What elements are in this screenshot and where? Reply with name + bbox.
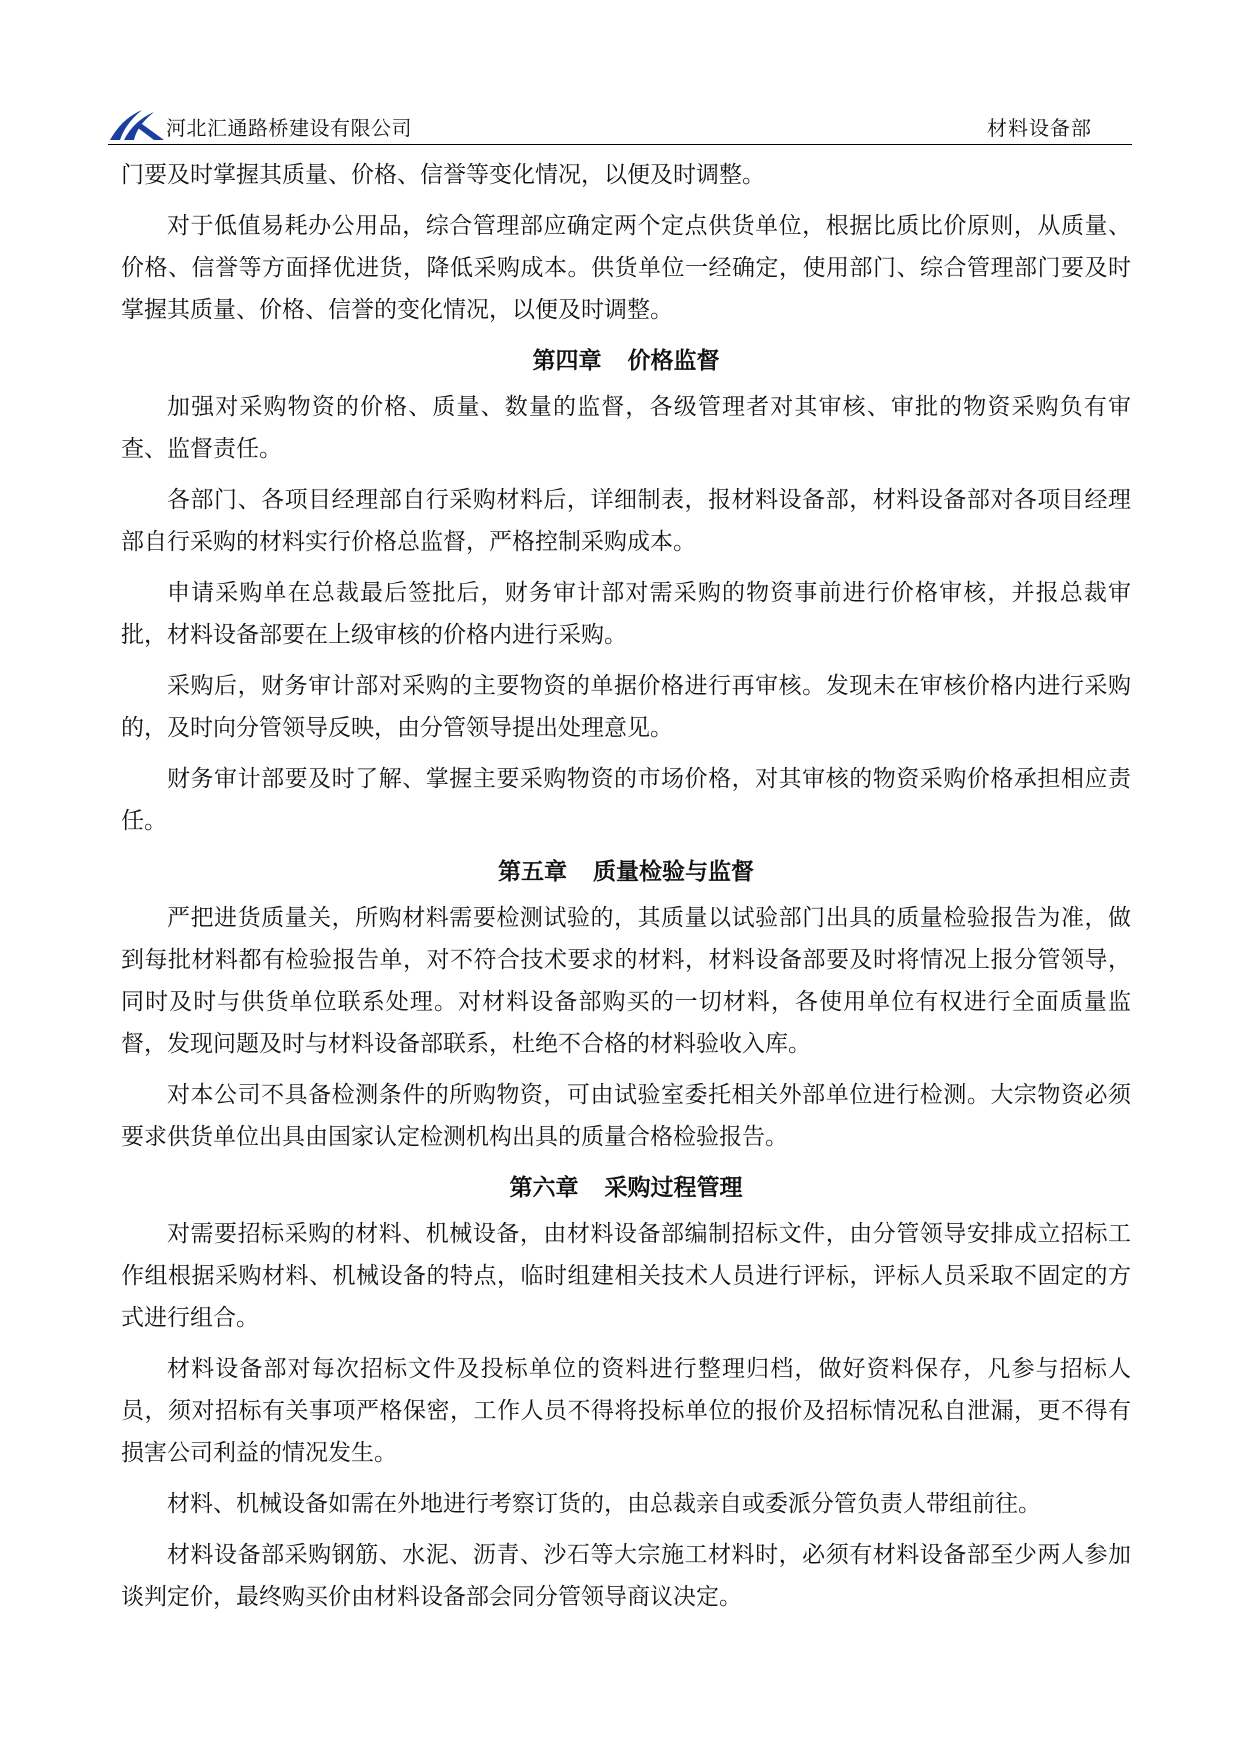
department-name: 材料设备部 (987, 116, 1092, 140)
paragraph: 门要及时掌握其质量、价格、信誉等变化情况，以便及时调整。 (121, 162, 765, 188)
paragraph: 严把进货质量关，所购材料需要检测试验的，其质量以试验部门出具的质量检验报告为准，做到每批材料都有检验报告单，对不符合技术要求的材料，材料设备部要及时将情况上报分管领导，同时及时与供货单位联系处理。对材料设备部购买的一切材料，各使用单位有权进行全面质量监督，发现问题及时与材料设备部联系，杜绝不合格的材料验收入库。 (121, 905, 1131, 1057)
paragraph: 材料设备部对每次招标文件及投标单位的资料进行整理归档，做好资料保存，凡参与招标人员，须对招标有关事项严格保密，工作人员不得将投标单位的报价及招标情况私自泄漏，更不得有损害公司利益的情况发生。 (121, 1356, 1131, 1466)
chapter-title: 质量检验与监督 (593, 859, 754, 885)
chapter-heading (121, 851, 1131, 893)
paragraph: 申请采购单在总裁最后签批后，财务审计部对需采购的物资事前进行价格审核，并报总裁审批，材料设备部要在上级审核的价格内进行采购。 (121, 580, 1131, 648)
document-body (121, 154, 1131, 1627)
paragraph: 对本公司不具备检测条件的所购物资，可由试验室委托相关外部单位进行检测。大宗物资必须要求供货单位出具由国家认定检测机构出具的质量合格检验报告。 (121, 1082, 1131, 1150)
chapter-title: 采购过程管理 (604, 1175, 743, 1201)
chapter-heading (121, 340, 1131, 382)
chapter-title: 价格监督 (627, 348, 720, 374)
paragraph: 各部门、各项目经理部自行采购材料后，详细制表，报材料设备部，材料设备部对各项目经理部自行采购的材料实行价格总监督，严格控制采购成本。 (121, 487, 1131, 555)
hk-logo-icon (108, 106, 166, 140)
paragraph: 材料设备部采购钢筋、水泥、沥青、沙石等大宗施工材料时，必须有材料设备部至少两人参加谈判定价，最终购买价由材料设备部会同分管领导商议决定。 (121, 1542, 1131, 1610)
company-name: 河北汇通路桥建设有限公司 (166, 116, 412, 140)
chapter-number: 第六章 (509, 1175, 579, 1201)
paragraph: 加强对采购物资的价格、质量、数量的监督，各级管理者对其审核、审批的物资采购负有审查、监督责任。 (121, 394, 1131, 462)
page-header (108, 104, 1132, 145)
paragraph: 财务审计部要及时了解、掌握主要采购物资的市场价格，对其审核的物资采购价格承担相应责任。 (121, 766, 1131, 834)
chapter-heading (121, 1167, 1131, 1209)
paragraph: 材料、机械设备如需在外地进行考察订货的，由总裁亲自或委派分管负责人带组前往。 (167, 1491, 1041, 1517)
paragraph: 采购后，财务审计部对采购的主要物资的单据价格进行再审核。发现未在审核价格内进行采购的，及时向分管领导反映，由分管领导提出处理意见。 (121, 673, 1131, 741)
paragraph: 对于低值易耗办公用品，综合管理部应确定两个定点供货单位，根据比质比价原则，从质量、价格、信誉等方面择优进货，降低采购成本。供货单位一经确定，使用部门、综合管理部门要及时掌握其质量、价格、信誉的变化情况，以便及时调整。 (121, 213, 1131, 323)
chapter-number: 第四章 (532, 348, 602, 374)
chapter-number: 第五章 (498, 859, 567, 885)
paragraph: 对需要招标采购的材料、机械设备，由材料设备部编制招标文件，由分管领导安排成立招标工作组根据采购材料、机械设备的特点，临时组建相关技术人员进行评标，评标人员采取不固定的方式进行组合。 (121, 1221, 1131, 1331)
